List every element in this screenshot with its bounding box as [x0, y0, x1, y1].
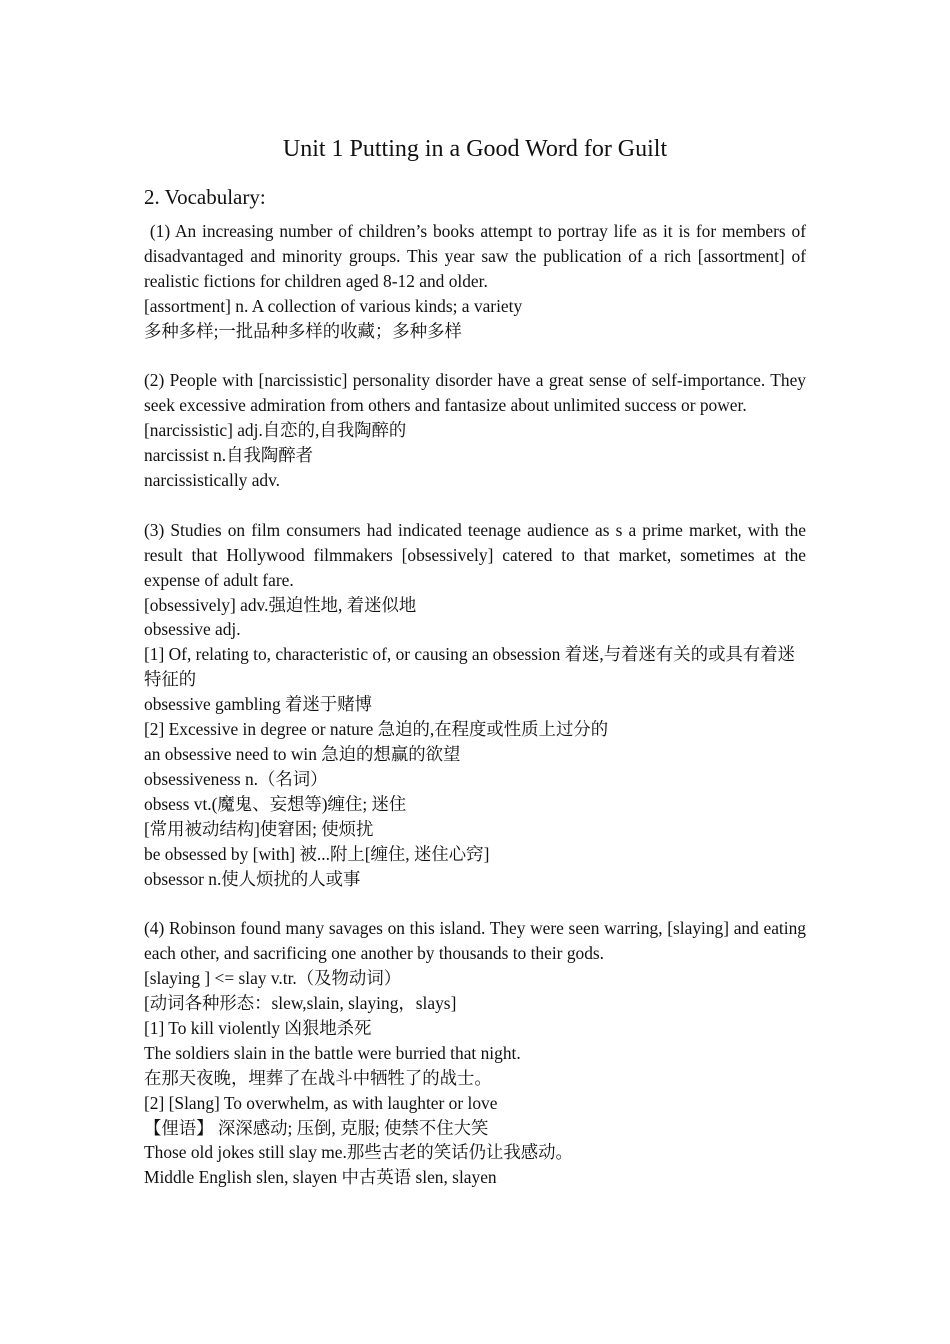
definition-line: obsess vt.(魔鬼、妄想等)缠住; 迷住: [144, 793, 407, 814]
definition-line: [assortment] n. A collection of various kinds; a variety: [144, 295, 523, 316]
definition-line: [narcissistic] adj.自恋的,自我陶醉的: [144, 420, 407, 441]
definition-line: [slaying ] <= slay v.tr.（及物动词）: [144, 968, 402, 989]
definition-line: [obsessively] adv.强迫性地, 着迷似地: [144, 594, 417, 615]
example-sentence: (2) People with [narcissistic] personality disorder have a great sense of self-importance. They seek excessive admiration from others and fantasize about unlimited success or power.: [144, 370, 806, 416]
definition-line: obsessiveness n.（名词）: [144, 768, 328, 789]
section-heading: 2. Vocabulary:: [144, 185, 266, 209]
vocab-entry-slaying: [144, 916, 806, 1190]
document-title: Unit 1 Putting in a Good Word for Guilt: [282, 136, 668, 162]
definition-line: Middle English slen, slayen 中古英语 slen, slayen: [144, 1167, 497, 1188]
definition-line: 【俚语】 深深感动; 压倒, 克服; 使禁不住大笑: [144, 1117, 489, 1138]
definition-line: [1] Of, relating to, characteristic of, or causing an obsession 着迷,与着迷有关的或具有着迷特征的: [144, 644, 796, 690]
definition-line: [动词各种形态：slew,slain, slaying，slays]: [144, 993, 457, 1014]
vocab-entry-narcissistic: [144, 368, 806, 493]
definition-line: narcissist n.自我陶醉者: [144, 445, 314, 466]
example-sentence: (4) Robinson found many savages on this island. They were seen warring, [slaying] and eating each other, and sacrificing one another by thousands to their gods.: [144, 918, 806, 964]
definition-line: obsessor n.使人烦扰的人或事: [144, 868, 361, 889]
vocab-entry-obsessively: [144, 518, 806, 892]
blank-line: [144, 891, 806, 916]
definition-line: The soldiers slain in the battle were burried that night.: [144, 1042, 521, 1063]
definition-line: [常用被动结构]使窘困; 使烦扰: [144, 818, 374, 839]
definition-line: obsessive adj.: [144, 619, 241, 640]
definition-line: [2] [Slang] To overwhelm, as with laughter or love: [144, 1092, 498, 1113]
definition-line: [2] Excessive in degree or nature 急迫的,在程度或性质上过分的: [144, 719, 609, 740]
blank-line: [144, 493, 806, 518]
definition-line: [1] To kill violently 凶狠地杀死: [144, 1017, 372, 1038]
example-sentence: (3) Studies on film consumers had indicated teenage audience as s a prime market, with the result that Hollywood filmmakers [obsessively] catered to that market, sometimes at the expense of adult fare.: [144, 519, 806, 590]
definition-line: obsessive gambling 着迷于赌博: [144, 694, 372, 715]
definition-line: be obsessed by [with] 被...附上[缠住, 迷住心窍]: [144, 843, 490, 864]
definition-line: 多种多样;一批品种多样的收藏；多种多样: [144, 320, 462, 341]
blank-line: [144, 344, 806, 369]
example-sentence: (1) An increasing number of children’s books attempt to portray life as it is for members of disadvantaged and minority groups. This year saw the publication of a rich [assortment] of realistic fictions for children aged 8-12 and older.: [144, 221, 811, 291]
definition-line: Those old jokes still slay me.那些古老的笑话仍让我感动。: [144, 1142, 573, 1163]
document-page: [144, 132, 811, 1190]
definition-line: narcissistically adv.: [144, 470, 281, 491]
definition-line: an obsessive need to win 急迫的想赢的欲望: [144, 744, 461, 764]
definition-line: 在那天夜晚，埋葬了在战斗中牺牲了的战士。: [144, 1067, 492, 1088]
vocab-entry-assortment: [144, 219, 811, 344]
